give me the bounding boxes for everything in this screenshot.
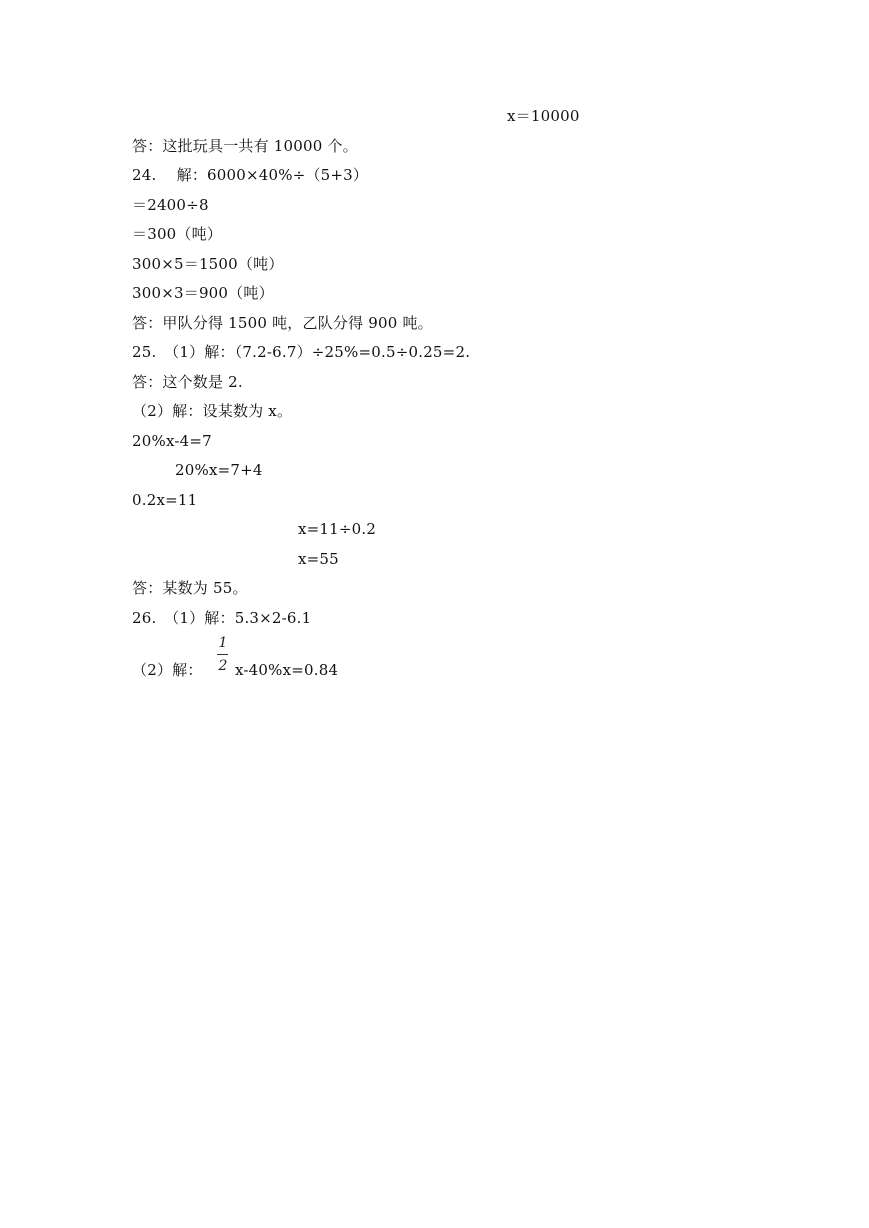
equation-line: 0.2x=11 (132, 491, 198, 509)
equation-line: x=55 (298, 550, 339, 568)
fraction-bar (217, 654, 228, 655)
answer-line-24: 答：甲队分得 1500 吨，乙队分得 900 吨。 (132, 314, 433, 332)
fraction-numerator: 1 (218, 635, 228, 651)
calc-line: ＝2400÷8 (132, 196, 209, 214)
fraction-one-half (216, 634, 230, 680)
equation-line: 20%x-4=7 (132, 432, 212, 450)
calc-line: 300×5＝1500（吨） (132, 255, 284, 273)
solution-result-line: x＝10000 (507, 107, 580, 125)
equation-line: x=11÷0.2 (298, 520, 377, 538)
calc-line: ＝300（吨） (132, 225, 223, 243)
equation-line: 20%x=7+4 (175, 461, 263, 479)
problem-26-part2-label: （2）解： (132, 661, 203, 679)
answer-line-25-part2: 答：某数为 55。 (132, 579, 248, 597)
answer-line-25-part1: 答：这个数是 2. (132, 373, 243, 391)
problem-24-line: 24. 解：6000×40%÷（5+3） (132, 166, 369, 184)
fraction-denominator: 2 (218, 658, 228, 674)
problem-25-part1-line: 25. （1）解：（7.2-6.7）÷25%=0.5÷0.25=2. (132, 343, 471, 361)
calc-line: 300×3＝900（吨） (132, 284, 274, 302)
problem-25-part2-line: （2）解：设某数为 x。 (132, 402, 293, 420)
problem-26-part2-equation: x-40%x=0.84 (235, 661, 339, 679)
problem-26-part1-line: 26. （1）解：5.3×2-6.1 (132, 609, 312, 627)
answer-line-23: 答：这批玩具一共有 10000 个。 (132, 137, 358, 155)
